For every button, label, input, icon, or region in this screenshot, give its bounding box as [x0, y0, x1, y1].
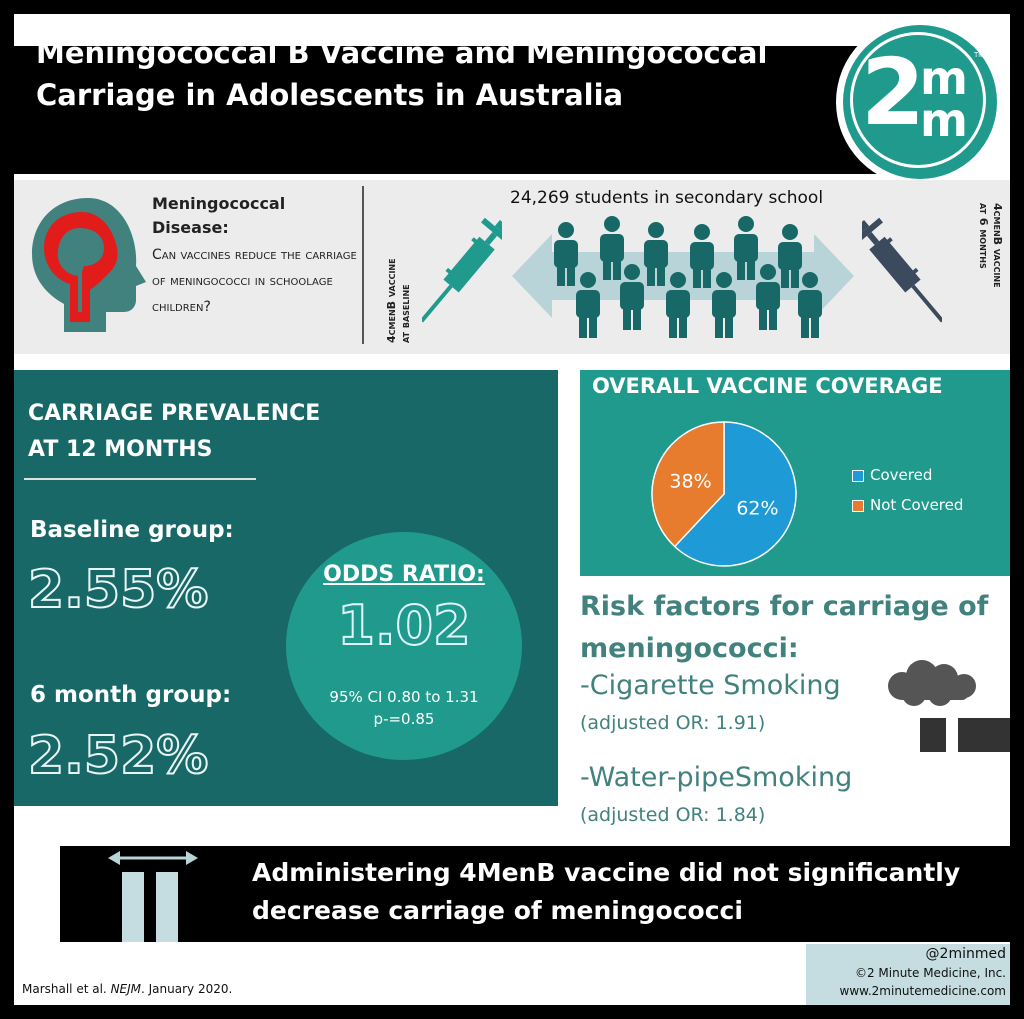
- odds-ratio-value: 1.02: [337, 594, 471, 657]
- social-handle[interactable]: @2minmed: [925, 946, 1006, 962]
- coverage-pie-chart: [648, 418, 800, 570]
- risk-detail-cigarette: (adjusted OR: 1.91): [580, 712, 766, 734]
- website-link[interactable]: www.2minutemedicine.com: [839, 984, 1006, 998]
- carriage-title: CARRIAGE PREVALENCE AT 12 MONTHS: [28, 401, 321, 462]
- confidence-interval: 95% CI 0.80 to 1.31: [329, 688, 479, 706]
- logo: [836, 18, 1004, 186]
- cigarette-smoke-icon: [880, 656, 1010, 756]
- infographic: [14, 14, 1010, 1005]
- six-month-vaccine-label: 4cmenB vaccine at 6 months: [977, 203, 1004, 288]
- citation: Marshall et al. NEJM. January 2020.: [22, 982, 233, 996]
- syringe-icon-dark: [862, 208, 942, 338]
- baseline-vaccine-label: 4cmenB vaccine at baseline: [385, 258, 412, 343]
- risk-detail-waterpipe: (adjusted OR: 1.84): [580, 804, 766, 826]
- coverage-title: OVERALL VACCINE COVERAGE: [592, 374, 943, 398]
- pie-label-covered: 62%: [736, 497, 779, 520]
- baseline-group-label: Baseline group:: [30, 517, 234, 543]
- divider: [362, 186, 364, 344]
- baseline-group-value: 2.55%: [28, 560, 209, 620]
- legend-not-covered: Not Covered: [852, 496, 963, 514]
- disease-question: Can vaccines reduce the carriage of meningococci in schoolage children?: [152, 247, 357, 315]
- p-value: p-=0.85: [373, 710, 435, 728]
- disease-title: Meningococcal Disease:: [152, 194, 286, 237]
- legend-swatch-covered: [852, 470, 864, 482]
- conclusion-text: Administering 4MenB vaccine did not significantly decrease carriage of meningococci: [252, 858, 961, 925]
- odds-ratio-title: ODDS RATIO:: [323, 562, 485, 587]
- page-title: Meningococcal B Vaccine and Meningococcal Carriage in Adolescents in Australia: [36, 36, 768, 112]
- logo-trademark: TM: [974, 52, 985, 59]
- legend-swatch-not-covered: [852, 500, 864, 512]
- risk-factors-title: Risk factors for carriage of meningococci:: [580, 591, 989, 664]
- odds-ratio-stats: [286, 686, 522, 730]
- students-count: 24,269 students in secondary school: [510, 188, 824, 208]
- risk-item-waterpipe: -Water-pipeSmoking: [580, 762, 853, 793]
- logo-letter-bottom: m: [920, 93, 968, 147]
- students-group-icon: [512, 214, 854, 344]
- six-month-group-label: 6 month group:: [30, 682, 232, 708]
- legend-covered: Covered: [852, 466, 932, 484]
- logo-letter-top: m: [920, 51, 968, 105]
- no-difference-icon: [106, 848, 200, 942]
- risk-item-cigarette: -Cigarette Smoking: [580, 670, 841, 701]
- six-month-group-value: 2.52%: [28, 726, 209, 786]
- syringe-icon-teal: [422, 208, 502, 338]
- carriage-divider: [24, 478, 256, 480]
- copyright: ©2 Minute Medicine, Inc.: [854, 966, 1006, 980]
- pie-label-not-covered: 38%: [669, 470, 712, 493]
- head-profile-icon: [24, 192, 152, 340]
- logo-digit: 2: [861, 39, 926, 146]
